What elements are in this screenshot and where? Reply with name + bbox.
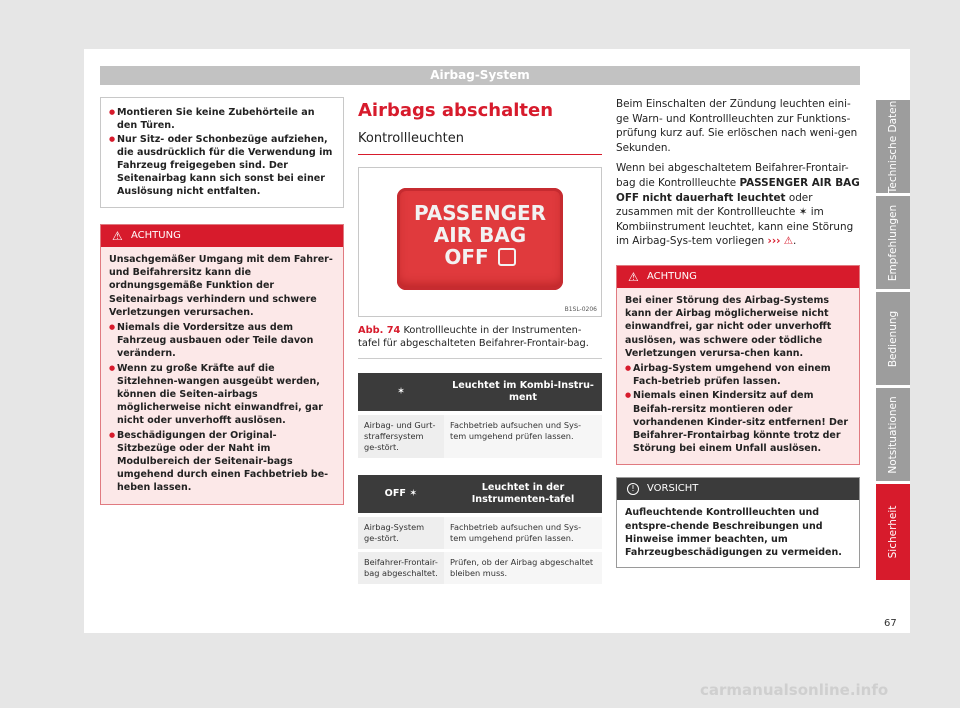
- tab-label: Bedienung: [887, 310, 899, 367]
- paragraph-text: im Kombiinstrument leuchtet, kann eine Störung im Airbag-Sys-tem vorliegen: [616, 206, 854, 248]
- figure-caption: [358, 325, 602, 359]
- airbag-off-icon: ✶: [409, 488, 418, 499]
- table-header: Leuchtet in der Instrumenten-tafel: [444, 475, 602, 515]
- warning-body: [617, 288, 859, 464]
- table-cell: Fachbetrieb aufsuchen und Sys-tem umgehend prüfen lassen.: [444, 413, 602, 460]
- watermark: carmanualsonline.info: [700, 681, 889, 699]
- left-column: [100, 97, 344, 505]
- warning-triangle-icon: ⚠: [112, 229, 123, 243]
- lamp-line-1: PASSENGER: [413, 201, 547, 225]
- warning-body: [101, 247, 343, 504]
- section-subtitle: Kontrollleuchten: [358, 131, 602, 155]
- table-cell: Airbag-System ge-stört.: [358, 515, 444, 551]
- reference-arrows: ›››: [767, 235, 781, 248]
- tab-sicherheit[interactable]: [876, 484, 910, 580]
- warning-intro: Unsachgemäßer Umgang mit dem Fahrer- und Beifahrersitz kann die ordnungsgemäße Funktion der Seitenairbags verhindern und schwere Verletzungen verursachen.: [109, 254, 333, 318]
- right-column: [616, 97, 860, 568]
- warning-box: [616, 265, 860, 465]
- caution-header: [617, 478, 859, 500]
- caution-box: [616, 477, 860, 568]
- paragraph: Wenn bei abgeschaltetem Beifahrer-Frontair-bag die Kontrollleuchte PASSENGER AIR BAG OFF nicht dauerhaft leuchtet oder zusammen mit der Kontrollleuchte ✶ im Kombiinstrument leuchtet, kann eine Störung im Airbag-Sys-tem vorliegen ››› ⚠.: [616, 162, 860, 248]
- warning-title: ACHTUNG: [647, 270, 697, 282]
- list-item: ● Beschädigungen der Original-Sitzbezüge oder der Naht im Modulbereich der Seitenair-bags umgehend durch einen Fachbetrieb be-heben lassen.: [109, 429, 335, 495]
- paragraph: Beim Einschalten der Zündung leuchten eini-ge Warn- und Kontrollleuchten zur Funktions-prüfung kurz auf. Sie erlöschen nach weni-gen Sekunden.: [616, 98, 858, 154]
- table-row: [358, 515, 602, 551]
- list-item: ● Airbag-System umgehend von einem Fach-betrieb prüfen lassen.: [625, 362, 851, 388]
- table-icon-header: [358, 475, 444, 515]
- airbag-warning-icon: ✶: [396, 386, 406, 397]
- list-item: ● Nur Sitz- oder Schonbezüge aufziehen, die ausdrücklich für die Verwendung im Fahrzeug freigegeben sind. Der Seitenairbag kann sich sonst bei einer Auslösung nicht entfalten.: [109, 133, 335, 198]
- warning-triangle-icon: ⚠: [783, 235, 794, 248]
- chapter-tabs: [876, 100, 910, 583]
- list-item: ● Niemals einen Kindersitz auf dem Beifah-rersitz montieren oder vorhandenen Kinder-sitz entfernen! Der Beifahrer-Frontairbag könnte trotz der Störung bei einem Unfall auslösen.: [625, 389, 851, 455]
- tab-bedienung[interactable]: [876, 292, 910, 385]
- page-number: 67: [884, 618, 897, 629]
- table-cell: Fachbetrieb aufsuchen und Sys-tem umgehend prüfen lassen.: [444, 515, 602, 551]
- lamp-line-3: OFF: [444, 245, 489, 269]
- table-header: Leuchtet im Kombi-Instru-ment: [444, 373, 602, 413]
- tab-notsituationen[interactable]: [876, 388, 910, 481]
- info-circle-icon: !: [627, 483, 639, 495]
- tab-label: Technische Daten: [887, 100, 899, 193]
- passenger-airbag-off-lamp: [397, 188, 563, 290]
- lamp-name: PASSENGER AIR BAG OFF: [616, 176, 860, 204]
- page-header: Airbag-System: [100, 66, 860, 85]
- indicator-table-2: [358, 475, 602, 587]
- middle-column: [358, 97, 602, 587]
- caution-body: Aufleuchtende Kontrollleuchten und entspre-chende Beschreibungen und Hinweise immer beachten, um Fahrzeugbeschädigungen zu vermeiden.: [617, 500, 859, 567]
- warning-title: ACHTUNG: [131, 230, 181, 241]
- paragraph-text: Wenn bei abgeschaltetem Beifahrer-Frontair-bag die Kontrollleuchte: [616, 162, 849, 189]
- off-icon-label: OFF: [384, 488, 406, 499]
- airbag-lamp-icon: ✶: [798, 206, 808, 219]
- table-cell: Airbag- und Gurt-straffersystem ge-stört.: [358, 413, 444, 460]
- indicator-table-1: [358, 373, 602, 461]
- tab-empfehlungen[interactable]: [876, 196, 910, 289]
- tab-label: Sicherheit: [887, 505, 899, 559]
- list-item: ● Wenn zu große Kräfte auf die Sitzlehnen-wangen ausgeübt werden, können die Seiten-airbags möglicherweise nicht einwandfrei, gar nicht oder unverhofft auslösen.: [109, 362, 335, 428]
- warning-box: [100, 224, 344, 505]
- warning-triangle-icon: ⚠: [628, 269, 639, 284]
- list-item: ● Niemals die Vordersitze aus dem Fahrzeug ausbauen oder Teile davon verändern.: [109, 321, 335, 361]
- table-icon-header: [358, 373, 444, 413]
- emphasis-text: nicht dauerhaft leuchtet: [642, 191, 786, 204]
- table-cell: Prüfen, ob der Airbag abgeschaltet bleiben muss.: [444, 551, 602, 586]
- caution-title: VORSICHT: [647, 483, 699, 495]
- table-row: [358, 551, 602, 586]
- notes-box: [100, 97, 344, 208]
- list-item: ● Montieren Sie keine Zubehörteile an den Türen.: [109, 106, 335, 132]
- section-title: Airbags abschalten: [358, 100, 554, 121]
- airbag-seat-icon: [498, 248, 516, 266]
- figure-code: B1SL-0206: [564, 306, 597, 313]
- warning-header: [101, 225, 343, 247]
- warning-header: [617, 266, 859, 288]
- tab-label: Empfehlungen: [887, 204, 899, 281]
- figure: [358, 167, 602, 317]
- lamp-line-2: AIR BAG: [433, 223, 527, 247]
- table-row: [358, 413, 602, 460]
- tab-technische-daten[interactable]: [876, 100, 910, 193]
- warning-intro: Bei einer Störung des Airbag-Systems kann der Airbag möglicherweise nicht einwandfrei, gar nicht oder unverhofft auslösen, was schwere oder tödliche Verletzungen verursa-chen kann.: [625, 294, 832, 359]
- paragraph-text: oder zusammen mit der Kontrollleuchte: [616, 191, 813, 219]
- caption-number: Abb. 74: [358, 325, 401, 336]
- caption-text: Kontrollleuchte in der Instrumenten-tafel für abgeschalteten Beifahrer-Frontair-bag.: [358, 325, 589, 349]
- tab-label: Notsituationen: [887, 395, 899, 474]
- table-cell: Beifahrer-Frontair-bag abgeschaltet.: [358, 551, 444, 586]
